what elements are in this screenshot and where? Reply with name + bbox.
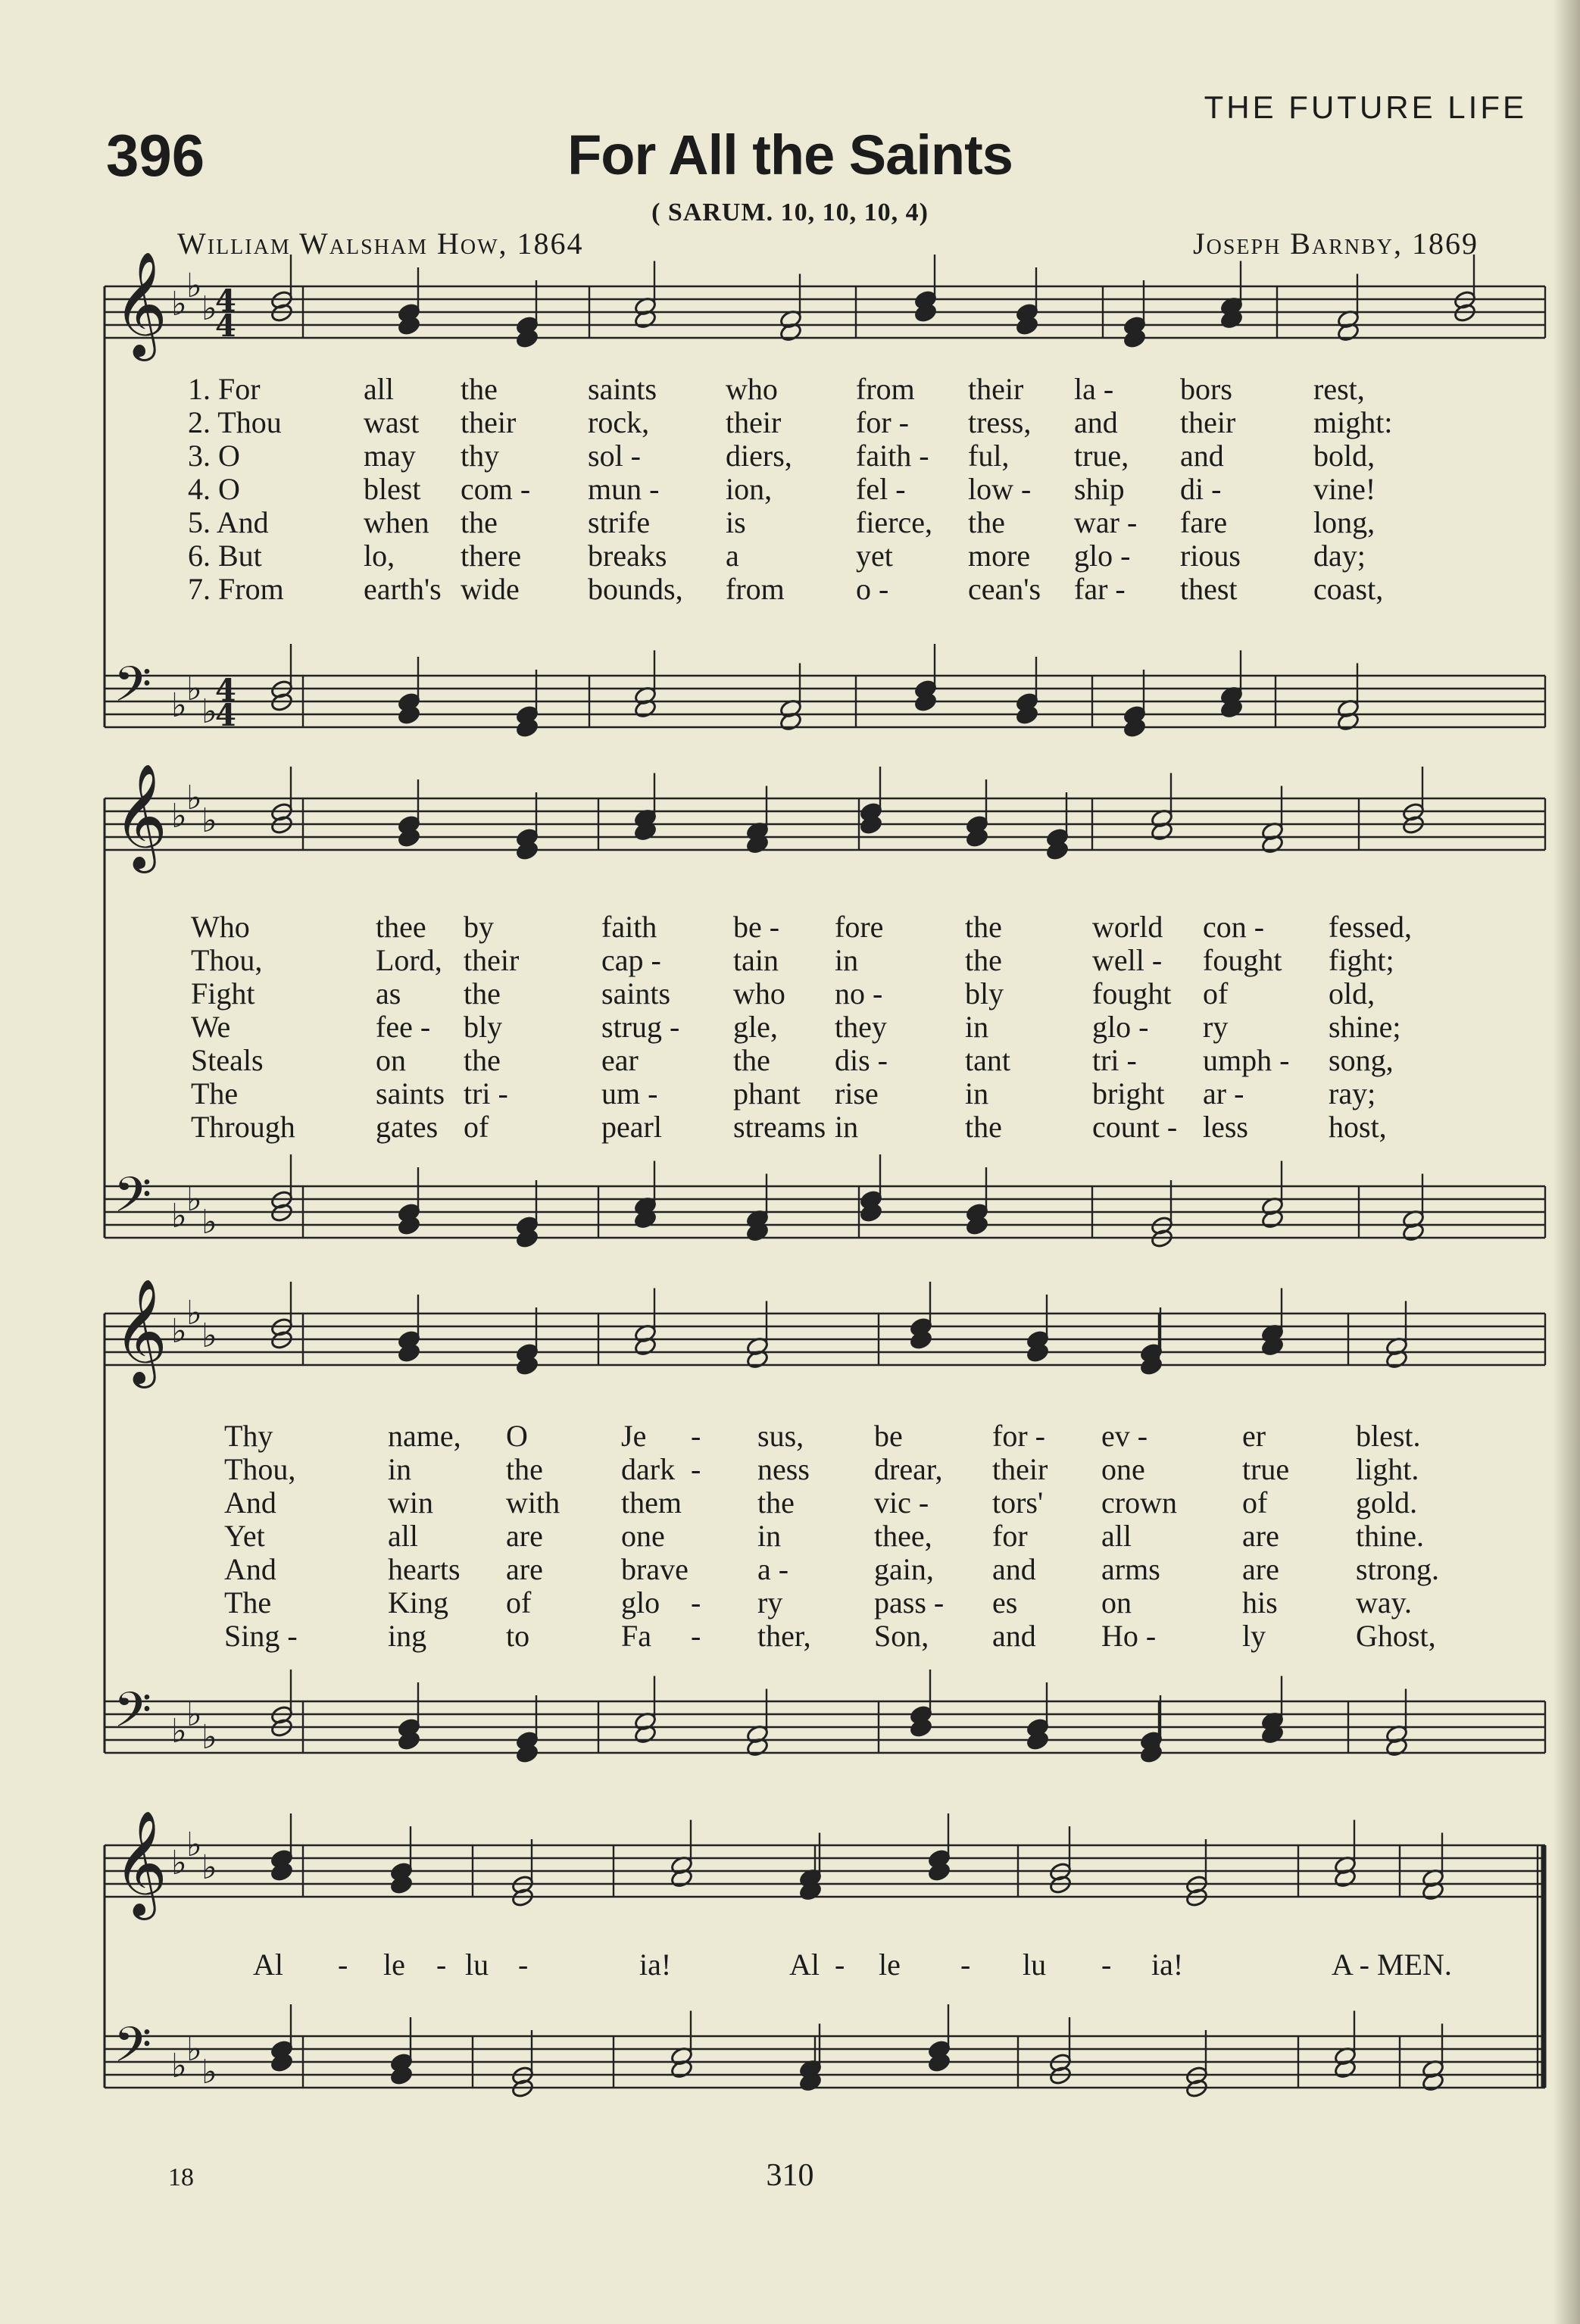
lyric-syllable: glo - — [1092, 1010, 1149, 1044]
lyric-syllable: Al — [789, 1948, 820, 1982]
lyric-syllable: tant — [965, 1043, 1010, 1077]
lyric-syllable: on — [376, 1043, 406, 1077]
lyric-syllable: their — [1180, 405, 1236, 439]
author-credit: William Walsham How, 1864 — [177, 226, 584, 261]
lyric-syllable: faith — [601, 910, 657, 944]
lyric-syllable: true, — [1074, 439, 1129, 473]
lyric-syllable: true — [1242, 1452, 1290, 1486]
flat-icon: ♭ — [186, 779, 202, 817]
lyric-syllable: on — [1101, 1585, 1132, 1620]
lyric-syllable: earth's — [364, 572, 442, 606]
lyric-syllable: shine; — [1329, 1010, 1401, 1044]
lyric-line — [0, 371, 1580, 405]
signature-mark: 18 — [168, 2163, 194, 2191]
lyric-syllable: gold. — [1356, 1485, 1418, 1520]
lyric-syllable: might: — [1313, 405, 1393, 439]
lyric-syllable: ness — [757, 1452, 810, 1486]
lyric-syllable: gle, — [733, 1010, 778, 1044]
lyric-syllable: We — [191, 1010, 231, 1044]
lyric-syllable: and — [1074, 405, 1118, 439]
lyric-syllable: win — [388, 1485, 433, 1520]
lyric-syllable: ar - — [1203, 1076, 1244, 1110]
lyric-syllable: - — [835, 1948, 845, 1982]
lyric-syllable: yet — [856, 539, 893, 573]
lyric-syllable: low - — [968, 472, 1032, 506]
lyric-syllable: wast — [364, 405, 420, 439]
lyric-syllable: thee, — [874, 1519, 932, 1553]
lyric-syllable: war - — [1074, 505, 1138, 539]
flat-icon: ♭ — [201, 1317, 217, 1355]
composer-credit: Joseph Barnby, 1869 — [1193, 226, 1479, 261]
lyric-syllable: ly — [1242, 1619, 1266, 1653]
lyric-syllable: by — [464, 910, 494, 944]
lyric-syllable: may — [364, 439, 416, 473]
lyric-syllable: be — [874, 1419, 903, 1453]
lyric-syllable: blest — [364, 472, 421, 506]
lyric-syllable: bly — [965, 976, 1004, 1011]
lyric-syllable: the — [506, 1452, 543, 1486]
lyric-syllable: count - — [1092, 1110, 1178, 1144]
lyric-syllable: wide — [461, 572, 520, 606]
lyric-syllable: more — [968, 539, 1031, 573]
lyric-syllable: bors — [1180, 372, 1232, 406]
lyric-syllable: in — [965, 1076, 989, 1110]
lyric-syllable: from — [726, 572, 785, 606]
section-label: THE FUTURE LIFE — [1204, 89, 1527, 125]
flat-icon: ♭ — [201, 289, 217, 328]
lyric-syllable: way. — [1356, 1585, 1413, 1620]
lyric-syllable: day; — [1313, 539, 1366, 573]
lyric-syllable: phant — [733, 1076, 801, 1110]
lyric-syllable: bright — [1092, 1076, 1165, 1110]
lyric-syllable: - — [1101, 1948, 1112, 1982]
lyric-syllable: 7. From — [188, 572, 284, 606]
lyric-syllable: the — [965, 943, 1002, 977]
lyric-syllable: the — [968, 505, 1005, 539]
lyric-syllable: com - — [461, 472, 531, 506]
lyric-syllable: the — [464, 976, 501, 1011]
lyric-syllable: fierce, — [856, 505, 933, 539]
lyric-syllable: their — [992, 1452, 1048, 1486]
flat-icon: ♭ — [201, 801, 217, 840]
lyric-syllable: ship — [1074, 472, 1125, 506]
lyric-syllable: all — [1101, 1519, 1132, 1553]
lyric-syllable: Son, — [874, 1619, 929, 1653]
lyric-syllable: 1. For — [188, 372, 261, 406]
lyric-syllable: their — [461, 405, 517, 439]
lyric-syllable: 5. And — [188, 505, 269, 539]
lyric-syllable: Je — [621, 1419, 647, 1453]
time-signature-icon: 4 — [215, 673, 236, 708]
lyric-syllable: O — [506, 1419, 528, 1453]
lyric-syllable: are — [1242, 1552, 1279, 1586]
lyric-syllable: saints — [601, 976, 671, 1011]
lyric-syllable: vic - — [874, 1485, 929, 1520]
lyric-syllable: Thou, — [224, 1452, 296, 1486]
lyric-syllable: Through — [191, 1110, 295, 1144]
lyric-syllable: Ho - — [1101, 1619, 1157, 1653]
lyric-syllable: song, — [1329, 1043, 1394, 1077]
flat-icon: ♭ — [171, 1712, 187, 1751]
lyric-syllable: is — [726, 505, 746, 539]
time-signature-icon: 4 — [215, 283, 236, 319]
lyric-syllable: es — [992, 1585, 1018, 1620]
lyric-syllable: their — [464, 943, 520, 977]
lyric-syllable: fel - — [856, 472, 906, 506]
lyric-syllable: the — [461, 372, 498, 406]
flat-icon: ♭ — [186, 267, 202, 305]
flat-icon: ♭ — [201, 1718, 217, 1757]
lyric-syllable: Ghost, — [1356, 1619, 1436, 1653]
bass-clef-icon: 𝄢 — [114, 657, 152, 725]
lyric-syllable: of — [506, 1585, 532, 1620]
lyric-syllable: gates — [376, 1110, 439, 1144]
lyric-syllable: Al — [253, 1948, 283, 1982]
flat-icon: ♭ — [186, 670, 202, 708]
lyric-syllable: ray; — [1329, 1076, 1376, 1110]
lyric-syllable: all — [388, 1519, 418, 1553]
lyric-syllable: drear, — [874, 1452, 943, 1486]
lyric-syllable: mun - — [588, 472, 660, 506]
lyric-syllable: from — [856, 372, 915, 406]
lyric-syllable: Yet — [224, 1519, 265, 1553]
lyric-line — [0, 1618, 1580, 1651]
lyric-syllable: one — [1101, 1452, 1145, 1486]
lyric-syllable: pass - — [874, 1585, 945, 1620]
lyric-syllable: sol - — [588, 439, 641, 473]
lyric-syllable: in — [835, 943, 859, 977]
lyric-line — [0, 976, 1580, 1009]
lyric-syllable: - — [436, 1948, 447, 1982]
lyric-syllable: - — [518, 1948, 529, 1982]
lyric-syllable: the — [965, 1110, 1002, 1144]
lyric-syllable: le — [879, 1948, 901, 1982]
lyric-syllable: are — [506, 1552, 543, 1586]
lyric-syllable: thest — [1180, 572, 1238, 606]
lyric-line — [0, 909, 1580, 942]
lyric-syllable: fought — [1092, 976, 1172, 1011]
lyric-syllable: no - — [835, 976, 883, 1011]
time-signature-icon: 4 — [215, 698, 236, 733]
lyric-syllable: the — [464, 1043, 501, 1077]
lyric-syllable: far - — [1074, 572, 1126, 606]
lyric-syllable: breaks — [588, 539, 667, 573]
lyric-syllable: ear — [601, 1043, 639, 1077]
lyric-syllable: of — [1203, 976, 1229, 1011]
lyric-syllable: 6. But — [188, 539, 262, 573]
lyric-syllable: Thy — [224, 1419, 273, 1453]
lyric-line — [0, 1585, 1580, 1618]
page-number: 310 — [766, 2158, 814, 2193]
lyric-syllable: tain — [733, 943, 779, 977]
lyric-line — [0, 1551, 1580, 1585]
lyric-syllable: there — [461, 539, 521, 573]
treble-clef-icon: 𝄞 — [114, 1810, 167, 1916]
lyric-syllable: they — [835, 1010, 887, 1044]
lyric-syllable: thine. — [1356, 1519, 1424, 1553]
lyric-syllable: in — [388, 1452, 412, 1486]
lyric-syllable: - — [691, 1585, 701, 1620]
lyric-syllable: in — [835, 1110, 859, 1144]
lyric-syllable: for - — [856, 405, 909, 439]
treble-clef-icon: 𝄞 — [114, 764, 167, 869]
lyric-syllable: con - — [1203, 910, 1265, 944]
lyric-syllable: - — [960, 1948, 971, 1982]
lyric-syllable: King — [388, 1585, 448, 1620]
lyric-syllable: are — [506, 1519, 543, 1553]
lyric-syllable: who — [726, 372, 778, 406]
lyric-syllable: - — [691, 1419, 701, 1453]
treble-clef-icon: 𝄞 — [114, 251, 167, 357]
lyric-syllable: Sing - — [224, 1619, 298, 1653]
lyric-syllable: ry — [1203, 1010, 1229, 1044]
lyric-syllable: bly — [464, 1010, 503, 1044]
lyric-syllable: dark — [621, 1452, 676, 1486]
lyric-syllable: tri - — [1092, 1043, 1137, 1077]
lyric-syllable: The — [191, 1076, 239, 1110]
lyric-syllable: world — [1092, 910, 1163, 944]
lyric-syllable: bounds, — [588, 572, 683, 606]
lyric-syllable: And — [224, 1552, 276, 1586]
lyric-syllable: glo — [621, 1585, 660, 1620]
lyric-syllable: one — [621, 1519, 665, 1553]
lyric-syllable: rest, — [1313, 372, 1365, 406]
lyric-line — [0, 538, 1580, 571]
lyric-line — [0, 405, 1580, 438]
lyric-syllable: umph - — [1203, 1043, 1290, 1077]
lyric-syllable: and — [1180, 439, 1224, 473]
lyric-syllable: their — [968, 372, 1024, 406]
lyric-syllable: fight; — [1329, 943, 1394, 977]
lyric-syllable: his — [1242, 1585, 1278, 1620]
lyric-syllable: ful, — [968, 439, 1010, 473]
lyric-syllable: 3. O — [188, 439, 240, 473]
lyric-syllable: And — [224, 1485, 276, 1520]
lyric-syllable: lo, — [364, 539, 395, 573]
lyric-syllable: er — [1242, 1419, 1266, 1453]
lyric-syllable: faith - — [856, 439, 929, 473]
lyric-syllable: long, — [1313, 505, 1375, 539]
lyric-syllable: strug - — [601, 1010, 680, 1044]
flat-icon: ♭ — [201, 2053, 217, 2091]
lyric-syllable: The — [224, 1585, 272, 1620]
lyric-syllable: with — [506, 1485, 560, 1520]
lyric-syllable: streams — [733, 1110, 826, 1144]
lyric-syllable: di - — [1180, 472, 1222, 506]
lyric-syllable: A - MEN. — [1332, 1948, 1452, 1982]
lyric-syllable: to — [506, 1619, 530, 1653]
lyric-syllable: cean's — [968, 572, 1041, 606]
lyric-syllable: less — [1203, 1110, 1248, 1144]
lyric-syllable: fee - — [376, 1010, 431, 1044]
lyric-syllable: o - — [856, 572, 889, 606]
lyric-syllable: strong. — [1356, 1552, 1439, 1586]
lyric-syllable: them — [621, 1485, 682, 1520]
lyric-syllable: the — [461, 505, 498, 539]
flat-icon: ♭ — [171, 285, 187, 323]
lyric-syllable: gain, — [874, 1552, 934, 1586]
flat-icon: ♭ — [186, 1294, 202, 1332]
lyric-line — [0, 1418, 1580, 1451]
lyric-syllable: sus, — [757, 1419, 804, 1453]
flat-icon: ♭ — [171, 2047, 187, 2085]
lyric-syllable: glo - — [1074, 539, 1131, 573]
lyric-syllable: ia! — [639, 1948, 672, 1982]
lyric-syllable: tri - — [464, 1076, 508, 1110]
flat-icon: ♭ — [186, 2030, 202, 2069]
lyric-line — [0, 1451, 1580, 1485]
lyric-syllable: light. — [1356, 1452, 1419, 1486]
lyric-line — [0, 1009, 1580, 1042]
bass-clef-icon: 𝄢 — [114, 1167, 152, 1235]
lyric-syllable: - — [338, 1948, 348, 1982]
lyric-syllable: coast, — [1313, 572, 1384, 606]
lyric-line — [0, 942, 1580, 976]
lyric-line — [0, 438, 1580, 471]
lyric-syllable: for — [992, 1519, 1028, 1553]
lyric-syllable: of — [464, 1110, 489, 1144]
lyric-syllable: thy — [461, 439, 500, 473]
hymn-title: For All the Saints — [567, 123, 1013, 186]
lyric-syllable: saints — [588, 372, 657, 406]
lyric-syllable: brave — [621, 1552, 689, 1586]
flat-icon: ♭ — [201, 692, 217, 731]
lyric-syllable: arms — [1101, 1552, 1160, 1586]
lyric-syllable: as — [376, 976, 401, 1011]
lyric-line — [0, 504, 1580, 538]
lyric-line — [0, 1109, 1580, 1142]
lyric-syllable: ev - — [1101, 1419, 1148, 1453]
flat-icon: ♭ — [171, 1312, 187, 1351]
lyric-syllable: dis - — [835, 1043, 888, 1077]
flat-icon: ♭ — [186, 1826, 202, 1864]
lyric-syllable: strife — [588, 505, 651, 539]
lyric-syllable: Steals — [191, 1043, 264, 1077]
flat-icon: ♭ — [171, 1197, 187, 1235]
lyric-syllable: a - — [757, 1552, 789, 1586]
bass-clef-icon: 𝄢 — [114, 1682, 152, 1751]
lyric-syllable: 4. O — [188, 472, 240, 506]
lyric-syllable: Thou, — [191, 943, 263, 977]
lyric-syllable: their — [726, 405, 782, 439]
lyric-syllable: rise — [835, 1076, 879, 1110]
lyric-syllable: ia! — [1151, 1948, 1184, 1982]
lyric-syllable: Lord, — [376, 943, 442, 977]
tune-name: ( SARUM. 10, 10, 10, 4) — [651, 198, 929, 226]
lyric-syllable: well - — [1092, 943, 1163, 977]
lyric-syllable: host, — [1329, 1110, 1387, 1144]
lyric-syllable: crown — [1101, 1485, 1177, 1520]
flat-icon: ♭ — [171, 797, 187, 836]
hymn-number: 396 — [106, 122, 205, 189]
lyric-syllable: of — [1242, 1485, 1268, 1520]
lyric-syllable: ther, — [757, 1619, 811, 1653]
lyric-syllable: fore — [835, 910, 884, 944]
lyric-syllable: all — [364, 372, 394, 406]
lyric-syllable: are — [1242, 1519, 1279, 1553]
flat-icon: ♭ — [186, 1695, 202, 1734]
lyric-syllable: be - — [733, 910, 780, 944]
lyric-syllable: Who — [191, 910, 250, 944]
bass-clef-icon: 𝄢 — [114, 2017, 152, 2085]
lyric-syllable: tors' — [992, 1485, 1044, 1520]
lyric-line — [0, 1485, 1580, 1518]
lyric-line — [0, 571, 1580, 604]
lyric-syllable: name, — [388, 1419, 461, 1453]
lyric-syllable: - — [691, 1452, 701, 1486]
lyric-syllable: when — [364, 505, 429, 539]
lyric-syllable: and — [992, 1552, 1036, 1586]
lyric-syllable: bold, — [1313, 439, 1375, 473]
flat-icon: ♭ — [171, 686, 187, 725]
lyric-syllable: Fa — [621, 1619, 651, 1653]
treble-clef-icon: 𝄞 — [114, 1279, 167, 1384]
lyric-syllable: fare — [1180, 505, 1228, 539]
lyric-syllable: thee — [376, 910, 426, 944]
lyric-syllable: the — [965, 910, 1002, 944]
lyric-syllable: pearl — [601, 1110, 662, 1144]
lyric-syllable: Fight — [191, 976, 255, 1011]
lyric-syllable: who — [733, 976, 785, 1011]
lyric-syllable: rious — [1180, 539, 1241, 573]
lyric-syllable: in — [757, 1519, 782, 1553]
lyric-syllable: tress, — [968, 405, 1032, 439]
lyric-line — [0, 471, 1580, 504]
lyric-syllable: cap - — [601, 943, 661, 977]
lyric-syllable: fought — [1203, 943, 1282, 977]
lyric-syllable: blest. — [1356, 1419, 1421, 1453]
flat-icon: ♭ — [186, 1180, 202, 1219]
lyric-syllable: saints — [376, 1076, 445, 1110]
lyric-syllable: and — [992, 1619, 1036, 1653]
lyric-syllable: a — [726, 539, 739, 573]
lyric-syllable: fessed, — [1329, 910, 1412, 944]
lyric-syllable: the — [733, 1043, 770, 1077]
lyric-syllable: ry — [757, 1585, 783, 1620]
lyric-line — [0, 1042, 1580, 1076]
lyric-syllable: le — [383, 1948, 405, 1982]
lyric-syllable: diers, — [726, 439, 792, 473]
lyric-syllable: ing — [388, 1619, 427, 1653]
lyric-line — [0, 1518, 1580, 1551]
lyric-line — [0, 1947, 1580, 1980]
lyric-syllable: um - — [601, 1076, 658, 1110]
lyric-syllable: for - — [992, 1419, 1045, 1453]
time-signature-icon: 4 — [215, 308, 236, 344]
lyric-syllable: vine! — [1313, 472, 1376, 506]
lyric-syllable: hearts — [388, 1552, 461, 1586]
flat-icon: ♭ — [201, 1203, 217, 1242]
lyric-syllable: in — [965, 1010, 989, 1044]
lyric-syllable: la - — [1074, 372, 1114, 406]
lyric-syllable: lu — [1023, 1948, 1047, 1982]
lyric-line — [0, 1076, 1580, 1109]
lyric-syllable: 2. Thou — [188, 405, 282, 439]
lyric-syllable: the — [757, 1485, 795, 1520]
flat-icon: ♭ — [201, 1848, 217, 1887]
flat-icon: ♭ — [171, 1844, 187, 1882]
lyric-syllable: old, — [1329, 976, 1375, 1011]
lyric-syllable: rock, — [588, 405, 650, 439]
lyric-syllable: lu — [465, 1948, 489, 1982]
lyric-syllable: - — [691, 1619, 701, 1653]
lyric-syllable: ion, — [726, 472, 773, 506]
